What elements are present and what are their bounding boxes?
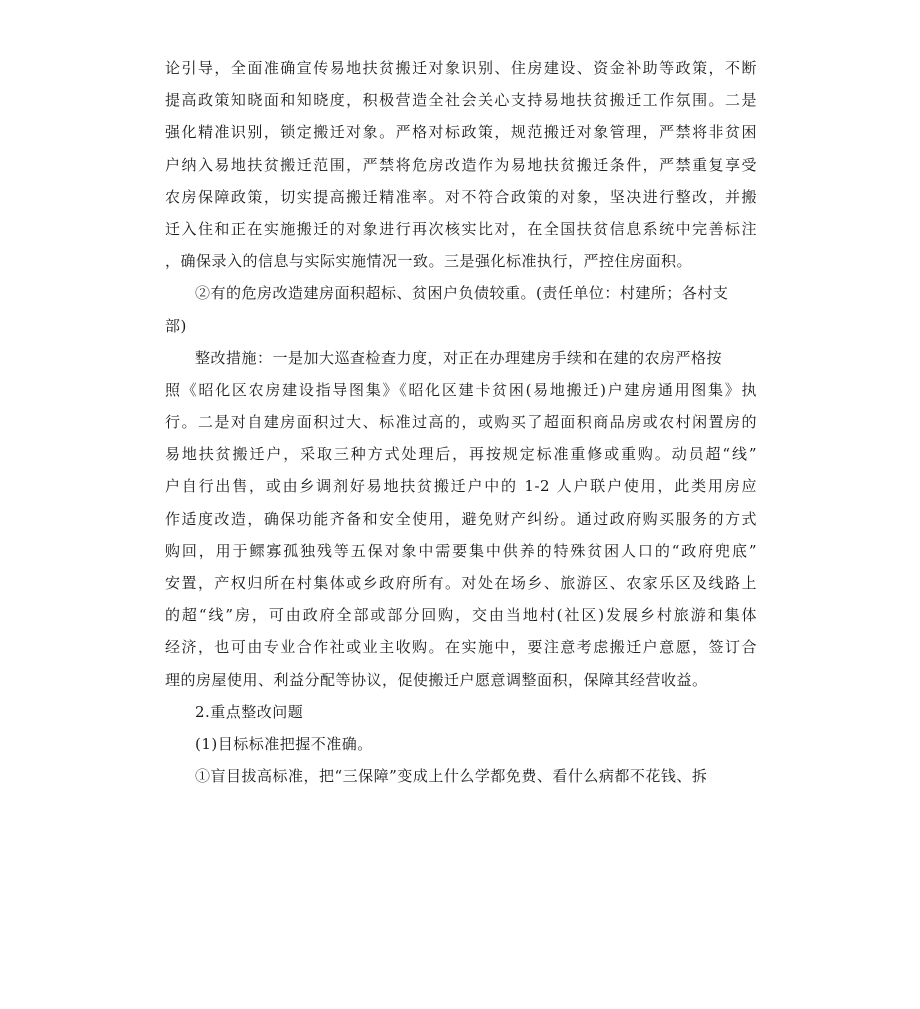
text-line: 农房保障政策，切实提高搬迁精准率。对不符合政策的对象，坚决进行整改，并搬 <box>165 187 757 206</box>
text-line: 购回，用于鳏寡孤独残等五保对象中需要集中供养的特殊贫困人口的“政府兜底” <box>165 541 757 560</box>
text-line: 2.重点整改问题 <box>195 702 304 721</box>
text-line: 理的房屋使用、利益分配等协议，促使搬迁户愿意调整面积，保障其经营收益。 <box>165 670 708 689</box>
text-line: 安置，产权归所在村集体或乡政府所有。对处在场乡、旅游区、农家乐区及线路上 <box>165 574 757 592</box>
text-line: 强化精准识别，锁定搬迁对象。严格对标政策，规范搬迁对象管理，严禁将非贫困 <box>165 123 757 142</box>
text-line: 整改措施：一是加大巡查检查力度，对正在办理建房手续和在建的农房严格按 <box>195 348 723 367</box>
text-line: 易地扶贫搬迁户，采取三种方式处理后，再按规定标准重修或重购。动员超“线” <box>165 445 757 464</box>
text-line: 的超“线”房，可由政府全部或部分回购，交由当地村(社区)发展乡村旅游和集体 <box>165 606 757 625</box>
text-line: 户自行出售，或由乡调剂好易地扶贫搬迁户中的 1-2 人户联户使用，此类用房应 <box>165 477 757 496</box>
document-body <box>165 52 757 792</box>
text-line: 论引导，全面准确宣传易地扶贫搬迁对象识别、住房建设、资金补助等政策，不断 <box>165 59 757 77</box>
text-line: 迁入住和正在实施搬迁的对象进行再次核实比对，在全国扶贫信息系统中完善标注 <box>165 219 757 238</box>
text-line: 行。二是对自建房面积过大、标准过高的，或购买了超面积商品房或农村闲置房的 <box>165 413 757 432</box>
text-line: (1)目标标准把握不准确。 <box>195 734 373 753</box>
text-line: ②有的危房改造建房面积超标、贫困户负债较重。(责任单位：村建所；各村支 <box>195 284 729 303</box>
text-line: 照《昭化区农房建设指导图集》《昭化区建卡贫困(易地搬迁)户建房通用图集》执 <box>165 380 757 399</box>
text-line: 作适度改造，确保功能齐备和安全使用，避免财产纠纷。通过政府购买服务的方式 <box>165 509 757 528</box>
text-line: 户纳入易地扶贫搬迁范围，严禁将危房改造作为易地扶贫搬迁条件，严禁重复享受 <box>165 155 757 174</box>
text-line: ，确保录入的信息与实际实施情况一致。三是强化标准执行，严控住房面积。 <box>165 252 693 271</box>
text-line: 提高政策知晓面和知晓度，积极营造全社会关心支持易地扶贫搬迁工作氛围。二是 <box>165 91 757 110</box>
text-line: ①盲目拔高标准，把“三保障”变成上什么学都免费、看什么病都不花钱、拆 <box>195 767 708 786</box>
text-line: 部) <box>165 316 187 335</box>
text-line: 经济，也可由专业合作社或业主收购。在实施中，要注意考虑搬迁户意愿，签订合 <box>165 638 757 657</box>
